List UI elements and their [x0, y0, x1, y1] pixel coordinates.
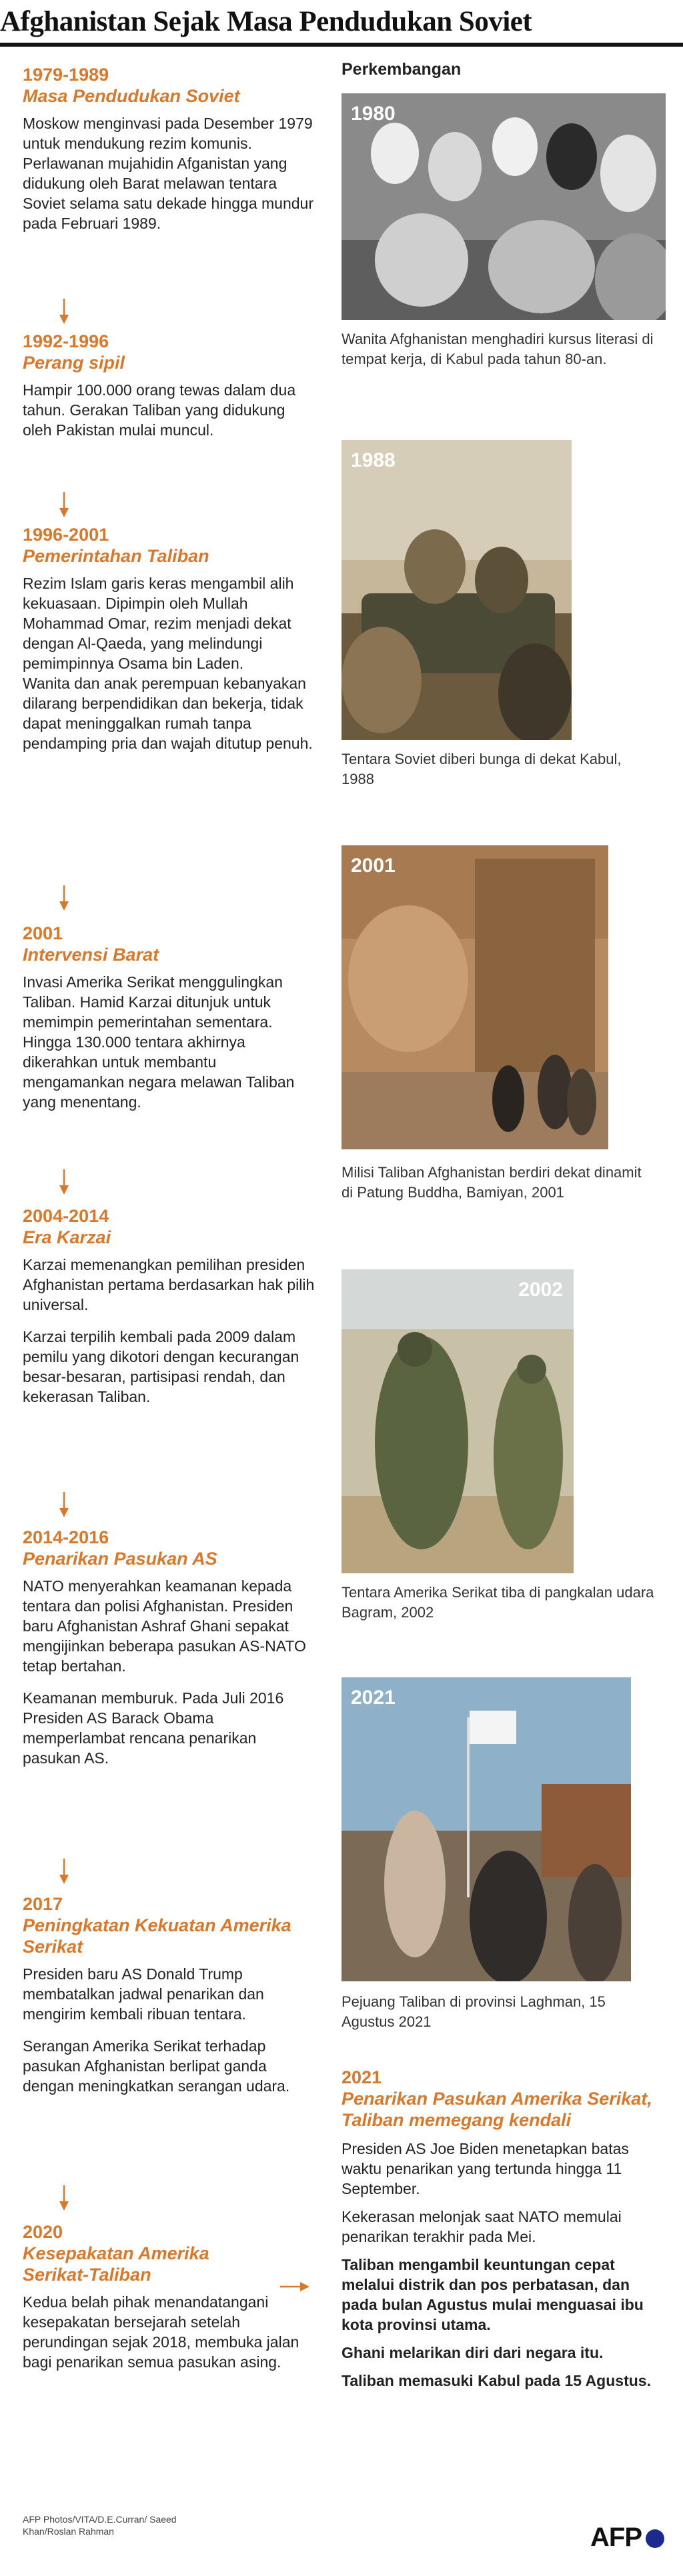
photo-1980: [342, 93, 666, 320]
era-name: Kesepakatan Amerika Serikat-Taliban: [23, 2243, 209, 2285]
era-year: 2017: [23, 1894, 63, 1914]
era-text-bold: Taliban memasuki Kabul pada 15 Agustus.: [342, 2372, 651, 2389]
photo-caption: Tentara Amerika Serikat tiba di pangkalan udara Bagram, 2002: [342, 1584, 654, 1621]
era-name: Masa Pendudukan Soviet: [23, 86, 240, 106]
photo-2001: [342, 845, 608, 1149]
photo-year-label: 1988: [351, 449, 396, 471]
afp-logo-text: AFP: [590, 2523, 642, 2552]
era-year: 2001: [23, 923, 63, 943]
era-text: NATO menyerahkan keamanan kepada tentara dan polisi Afghanistan. Presiden baru Afghanistan Ashraf Ghani sepakat mengijinkan beberapa pasukan AS-NATO tetap bertahan.: [23, 1577, 306, 1675]
timeline-arrow-icon: [57, 299, 71, 325]
era-year: 2021: [342, 2067, 382, 2087]
right-column-heading: Perkembangan: [342, 60, 462, 79]
era-text: Keamanan memburuk. Pada Juli 2016 Presiden AS Barack Obama memperlambat rencana penarikan pasukan AS.: [23, 1689, 284, 1767]
photo-caption: Pejuang Taliban di provinsi Laghman, 15 Agustus 2021: [342, 1993, 606, 2030]
arrow-right-icon: [280, 2280, 311, 2297]
era-year: 2014-2016: [23, 1527, 109, 1547]
era-year: 2004-2014: [23, 1206, 109, 1226]
photo-year-label: 2002: [518, 1279, 563, 1301]
era-name: Penarikan Pasukan Amerika Serikat, Taliban memegang kendali: [342, 2089, 652, 2130]
era-text: Presiden baru AS Donald Trump membatalkan jadwal penarikan dan mengirim kembali ribuan tentara.: [23, 1965, 264, 2023]
photo-caption: Milisi Taliban Afghanistan berdiri dekat dinamit di Patung Buddha, Bamiyan, 2001: [342, 1164, 642, 1201]
photo-year-label: 2021: [351, 1687, 396, 1709]
photo-2002: [342, 1269, 574, 1573]
era-name: Era Karzai: [23, 1227, 111, 1247]
header: [0, 0, 683, 51]
era-year: 1996-2001: [23, 525, 109, 545]
photo-2021: [342, 1677, 631, 1981]
afp-logo: [590, 2523, 664, 2553]
era-text: Kekerasan melonjak saat NATO memulai penarikan terakhir pada Mei.: [342, 2208, 622, 2245]
page-title: Afghanistan Sejak Masa Pendudukan Soviet: [0, 6, 532, 37]
era-text-bold: Taliban mengambil keuntungan cepat melalui distrik dan pos perbatasan, dan pada bulan Agustus mulai menguasai ibu kota provinsi utama.: [342, 2256, 644, 2333]
photo-caption: Wanita Afghanistan menghadiri kursus literasi di tempat kerja, di Kabul pada tahun 80-an.: [342, 331, 654, 367]
era-name: Perang sipil: [23, 353, 125, 373]
photo-year-label: 2001: [351, 855, 396, 877]
era-text: Wanita dan anak perempuan kebanyakan dilarang berpendidikan dan bekerja, tidak dapat meninggalkan rumah tanpa pendamping pria dan wajah ditutup penuh.: [23, 675, 313, 752]
era-text: Karzai memenangkan pemilihan presiden Afghanistan pertama berdasarkan hak pilih universal.: [23, 1256, 315, 1313]
era-text: Hampir 100.000 orang tewas dalam dua tahun. Gerakan Taliban yang didukung oleh Pakistan mulai muncul.: [23, 381, 296, 439]
timeline-arrow-icon: [57, 1492, 71, 1519]
photo-1988: [342, 440, 572, 740]
timeline-arrow-icon: [57, 885, 71, 912]
photo-year-label: 1980: [351, 103, 396, 125]
era-2020: [23, 2221, 316, 2372]
timeline-arrow-icon: [57, 1859, 71, 1885]
era-name: Pemerintahan Taliban: [23, 546, 209, 566]
era-1979-1989: [23, 64, 316, 233]
era-text: Presiden AS Joe Biden menetapkan batas waktu penarikan yang tertunda hingga 11 September.: [342, 2140, 629, 2197]
era-text: Karzai terpilih kembali pada 2009 dalam pemilu yang dikotori dengan kecurangan besar-besaran, partisipasi rendah, dan kekerasan Taliban.: [23, 1328, 299, 1405]
era-year: 1992-1996: [23, 331, 109, 351]
era-1996-2001: [23, 524, 316, 753]
era-name: Intervensi Barat: [23, 945, 159, 965]
era-text: Invasi Amerika Serikat menggulingkan Taliban. Hamid Karzai ditunjuk untuk memimpin pemerintahan sementara. Hingga 130.000 tentara akhirnya dikerahkan untuk membantu mengamankan negara melawan Taliban yang menentang.: [23, 973, 295, 1111]
era-text: Rezim Islam garis keras mengambil alih kekuasaan. Dipimpin oleh Mullah Mohammad Omar, rezim menjadi dekat dengan Al-Qaeda, yang melindungi pemimpinnya Osama bin Laden.: [23, 575, 294, 672]
era-text: Serangan Amerika Serikat terhadap pasukan Afghanistan berlipat ganda dengan meningkatkan serangan udara.: [23, 2037, 290, 2095]
era-2004-2014: [23, 1205, 316, 1407]
era-2001: [23, 923, 316, 1112]
era-2021: [342, 2067, 662, 2391]
timeline-arrow-icon: [57, 2185, 71, 2212]
era-text-bold: Ghani melarikan diri dari negara itu.: [342, 2344, 604, 2361]
logo-dot-icon: [646, 2529, 664, 2548]
era-2017: [23, 1893, 316, 2096]
era-year: 1979-1989: [23, 65, 109, 85]
era-text: Moskow menginvasi pada Desember 1979 untuk mendukung rezim komunis. Perlawanan mujahidin Afganistan yang didukung oleh Barat melawan tentara Soviet selama satu dekade hingga mundur pada Februari 1989.: [23, 115, 314, 232]
era-name: Peningkatan Kekuatan Amerika Serikat: [23, 1915, 291, 1957]
era-name: Penarikan Pasukan AS: [23, 1549, 217, 1569]
era-text: Kedua belah pihak menandatangani kesepakatan bersejarah setelah perundingan sejak 2018, membuka jalan bagi penarikan semua pasukan asing.: [23, 2293, 299, 2371]
era-1992-1996: [23, 331, 316, 440]
era-year: 2020: [23, 2222, 63, 2242]
photo-credit: AFP Photos/VITA/D.E.Curran/ Saeed Khan/Roslan Rahman: [23, 2514, 177, 2537]
title-rule: [0, 43, 683, 47]
era-2014-2016: [23, 1527, 316, 1768]
timeline-arrow-icon: [57, 1169, 71, 1196]
timeline-arrow-icon: [57, 492, 71, 519]
photo-caption: Tentara Soviet diberi bunga di dekat Kabul, 1988: [342, 751, 622, 787]
